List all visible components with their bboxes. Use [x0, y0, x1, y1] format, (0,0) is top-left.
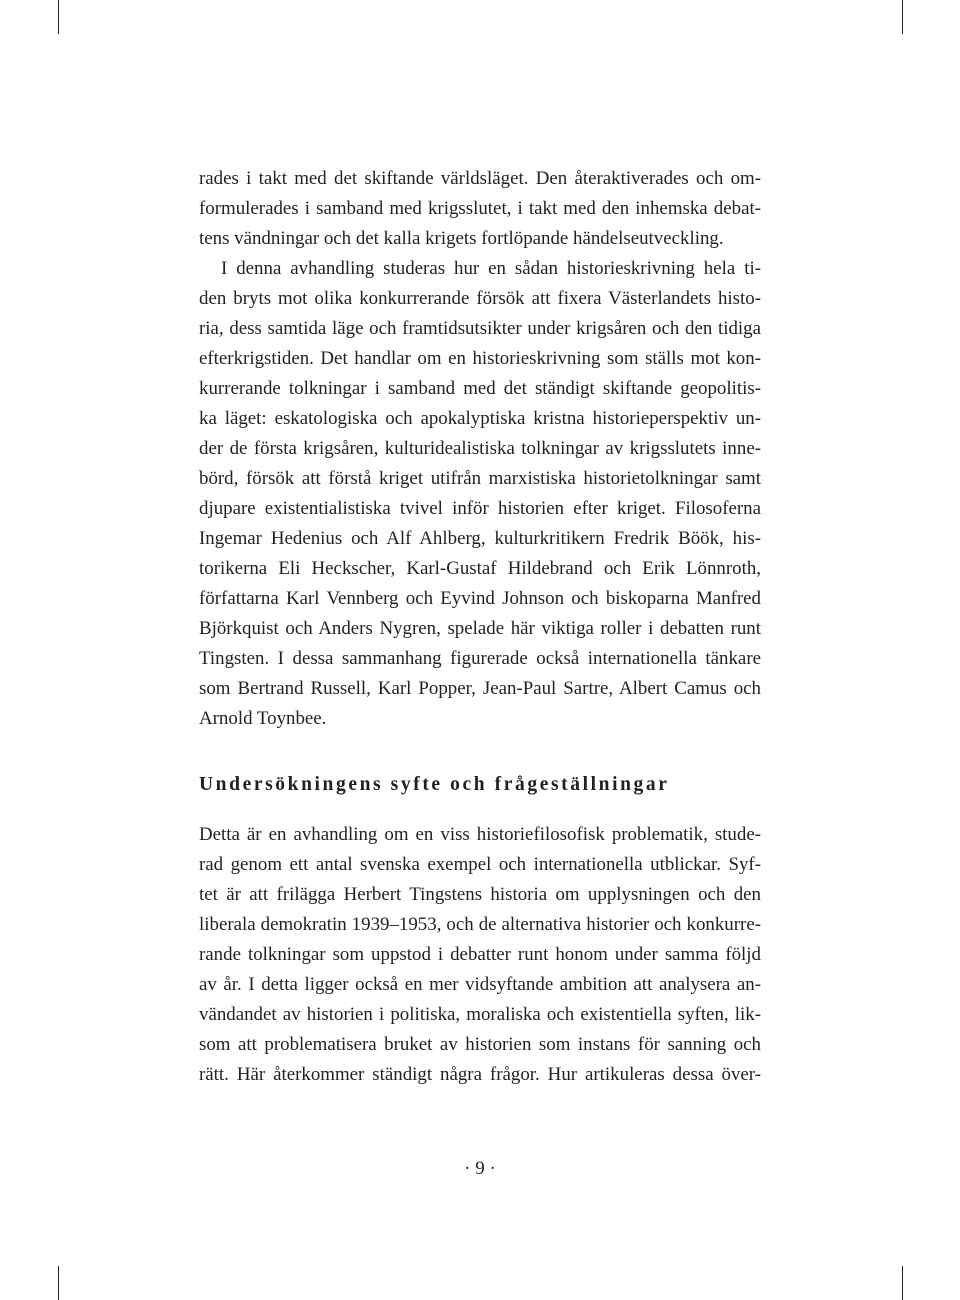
- text-line: efterkrigstiden. Det handlar om en historieskrivning som ställs mot kon-: [199, 348, 761, 369]
- text-line: Arnold Toynbee.: [199, 708, 327, 729]
- paragraph-dissertation-scope: [199, 254, 761, 734]
- text-line: djupare existentialistiska tvivel inför historien efter kriget. Filosoferna: [199, 498, 761, 519]
- text-line: liberala demokratin 1939–1953, och de alternativa historier och konkurre-: [199, 914, 761, 935]
- text-line: rande tolkningar som uppstod i debatter runt honom under samma följd: [199, 944, 761, 965]
- text-line: formulerades i samband med krigsslutet, i takt med den inhemska debat-: [199, 198, 761, 219]
- text-line: rades i takt med det skiftande världsläget. Den återaktiverades och om-: [199, 168, 761, 189]
- body-text-bottom: [199, 820, 761, 1090]
- page-number: · 9 ·: [464, 1158, 496, 1179]
- body-text-top: [199, 164, 761, 734]
- crop-mark-top-left: [58, 0, 59, 34]
- text-line: som att problematisera bruket av historien som instans för sanning och: [199, 1034, 761, 1055]
- text-line: av år. I detta ligger också en mer vidsyftande ambition att analysera an-: [199, 974, 761, 995]
- text-line: Tingsten. I dessa sammanhang figurerade också internationella tänkare: [199, 648, 761, 669]
- text-line: tens vändningar och det kalla krigets fortlöpande händelseutveckling.: [199, 228, 724, 249]
- text-line: den bryts mot olika konkurrerande försök att fixera Västerlandets histo-: [199, 288, 761, 309]
- text-line: ria, dess samtida läge och framtidsutsikter under krigsåren och den tidiga: [199, 318, 761, 339]
- text-line: torikerna Eli Heckscher, Karl-Gustaf Hildebrand och Erik Lönnroth,: [199, 558, 761, 579]
- text-line: som Bertrand Russell, Karl Popper, Jean-Paul Sartre, Albert Camus och: [199, 678, 761, 699]
- crop-mark-bottom-left: [58, 1266, 59, 1300]
- text-line: Björkquist och Anders Nygren, spelade här viktiga roller i debatten runt: [199, 618, 761, 639]
- text-line: I denna avhandling studeras hur en sådan historieskrivning hela ti-: [221, 258, 761, 279]
- paragraph-purpose: [199, 820, 761, 1090]
- text-line: rad genom ett antal svenska exempel och internationella utblickar. Syf-: [199, 854, 761, 875]
- text-line: der de första krigsåren, kulturidealistiska tolkningar av krigsslutets inne-: [199, 438, 761, 459]
- text-line: vändandet av historien i politiska, moraliska och existentiella syften, lik-: [199, 1004, 761, 1025]
- text-line: Detta är en avhandling om en viss historiefilosofisk problematik, stude-: [199, 824, 761, 845]
- crop-mark-bottom-right: [902, 1266, 903, 1300]
- text-line: ka läget: eskatologiska och apokalyptiska kristna historieperspektiv un-: [199, 408, 761, 429]
- text-line: börd, försök att förstå kriget utifrån marxistiska historietolkningar samt: [199, 468, 761, 489]
- text-line: rätt. Här återkommer ständigt några frågor. Hur artikuleras dessa över-: [199, 1064, 761, 1085]
- paragraph-continued: [199, 164, 761, 254]
- section-heading: Undersökningens syfte och frågeställningar: [199, 774, 670, 795]
- text-line: Ingemar Hedenius och Alf Ahlberg, kulturkritikern Fredrik Böök, his-: [199, 528, 761, 549]
- text-line: författarna Karl Vennberg och Eyvind Johnson och biskoparna Manfred: [199, 588, 761, 609]
- text-line: tet är att frilägga Herbert Tingstens historia om upplysningen och den: [199, 884, 761, 905]
- text-line: kurrerande tolkningar i samband med det ständigt skiftande geopolitis-: [199, 378, 761, 399]
- crop-mark-top-right: [902, 0, 903, 34]
